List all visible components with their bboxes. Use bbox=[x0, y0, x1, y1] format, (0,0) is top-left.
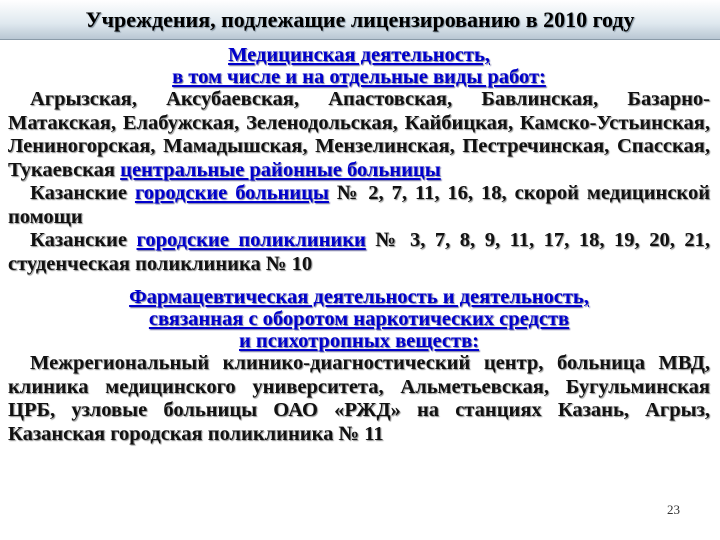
slide-title: Учреждения, подлежащие лицензированию в 2010 году bbox=[85, 6, 635, 32]
paragraph-text: Казанские bbox=[30, 182, 135, 204]
heading-line: Фармацевтическая деятельность и деятельность, bbox=[129, 286, 589, 308]
highlight-text: городские поликлиники bbox=[136, 229, 366, 251]
heading-line: Медицинская деятельность, bbox=[228, 44, 490, 66]
highlight-text: центральные районные больницы bbox=[120, 158, 441, 181]
paragraph-city-hospitals bbox=[8, 182, 710, 229]
title-bar bbox=[0, 0, 720, 40]
paragraph-pharmaceutical-institutions bbox=[8, 352, 710, 446]
paragraph-central-district-hospitals bbox=[8, 88, 710, 182]
page-number: 23 bbox=[667, 502, 680, 517]
paragraph-city-polyclinics bbox=[8, 229, 710, 276]
paragraph-text: Казанские bbox=[30, 229, 137, 251]
highlight-text: городские больницы bbox=[134, 182, 329, 204]
heading-line: в том числе и на отдельные виды работ: bbox=[172, 66, 546, 88]
paragraph-text: № 3, 7, 8, 9, 11, 17, 18, 19, 20, 21, студенческая поликлиника № 10 bbox=[8, 229, 710, 275]
heading-line: связанная с оборотом наркотических средств bbox=[148, 308, 570, 330]
spacer bbox=[8, 276, 710, 286]
heading-line: и психотропных веществ: bbox=[239, 330, 479, 352]
paragraph-text: Межрегиональный клинико-диагностический центр, больница МВД, клиника медицинского университета, Альметьевская, Бугульминская ЦРБ, узловые больницы ОАО «РЖД» на станциях Казань, Агрыз, Казанская городская поликлиника № 11 bbox=[8, 352, 710, 445]
section-heading-medical bbox=[8, 44, 710, 88]
paragraph-text: Агрызская, Аксубаевская, Апастовская, Бавлинская, Базарно-Матакская, Елабужская, Зеленодольская, Кайбицкая, Камско-Устьинская, Лениногорская, Мамадышская, Мензелинская, Пестречинская, Спасская, Тукаевская bbox=[8, 88, 710, 181]
paragraph-text: № 2, 7, 11, 16, 18, скорой медицинской помощи bbox=[8, 182, 711, 228]
slide-content bbox=[8, 44, 710, 446]
section-heading-pharmaceutical bbox=[8, 286, 710, 352]
